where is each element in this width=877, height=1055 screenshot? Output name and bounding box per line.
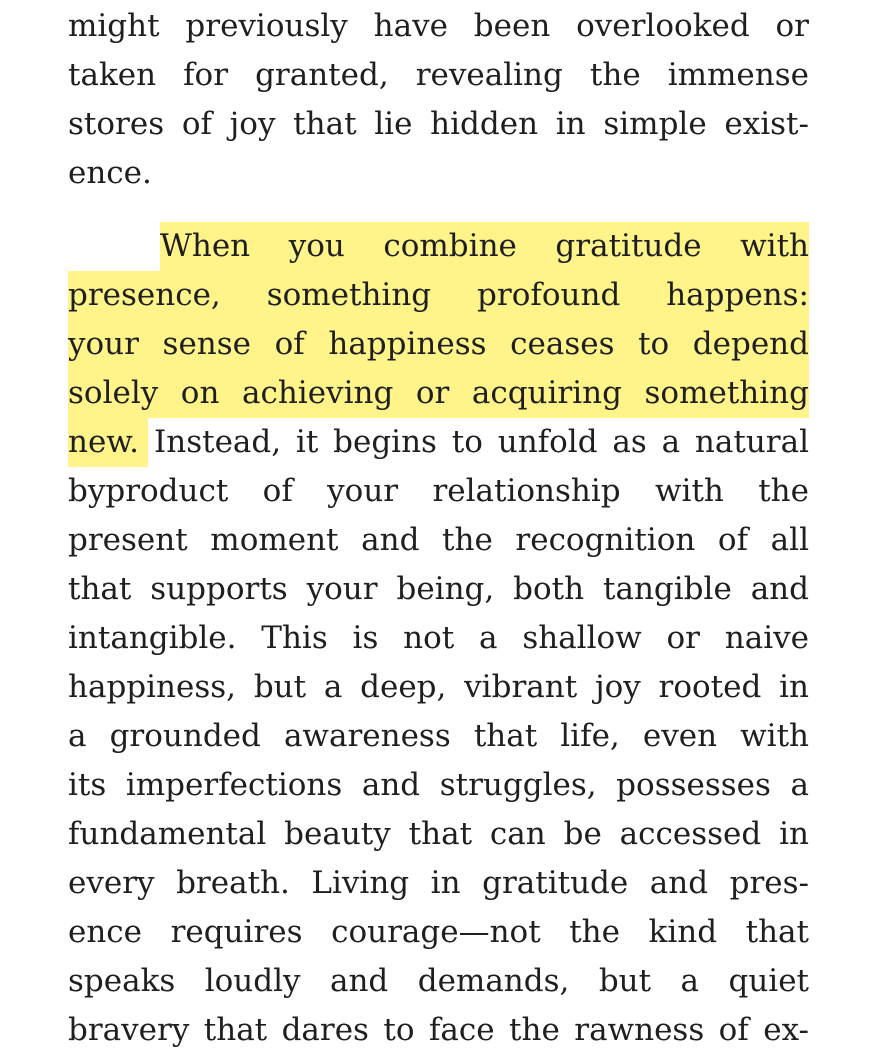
- highlighted-text[interactable]: solely on achieving or acquiring something: [68, 369, 809, 418]
- highlighted-text[interactable]: presence, something profound happens:: [68, 271, 809, 320]
- text-line: [68, 810, 809, 859]
- text-line: [68, 663, 809, 712]
- highlighted-text[interactable]: When you combine gratitude with: [160, 222, 809, 271]
- highlighted-text[interactable]: your sense of happiness ceases to depend: [68, 320, 809, 369]
- text-line: [68, 467, 809, 516]
- text-line-content: taken for granted, revealing the immense: [68, 57, 809, 93]
- text-line-content: might previously have been overlooked or: [68, 8, 809, 44]
- text-line-content: ence requires courage—not the kind that: [68, 914, 809, 950]
- text-line: [68, 908, 809, 957]
- text-line: [68, 2, 809, 51]
- text-line-content: its imperfections and struggles, possesses a: [68, 767, 809, 803]
- highlighted-text[interactable]: new.: [68, 418, 148, 467]
- highlighted-line[interactable]: [68, 271, 809, 320]
- highlighted-line[interactable]: [68, 222, 809, 271]
- text-line-content: ence.: [68, 155, 152, 191]
- text-line: [68, 149, 152, 198]
- text-line-content: present moment and the recognition of all: [68, 522, 809, 558]
- text-line: [68, 712, 809, 761]
- text-line-content: a grounded awareness that life, even with: [68, 718, 809, 754]
- text-line: [68, 51, 809, 100]
- text-line: [68, 761, 809, 810]
- highlighted-line[interactable]: [68, 320, 809, 369]
- text-line: [68, 418, 809, 467]
- text-line: [68, 565, 809, 614]
- text-line-content: fundamental beauty that can be accessed in: [68, 816, 809, 852]
- text-line-content: every breath. Living in gratitude and pres-: [68, 865, 809, 901]
- highlighted-line[interactable]: [68, 369, 809, 418]
- text-line-content: speaks loudly and demands, but a quiet: [68, 963, 809, 999]
- text-line: [68, 614, 809, 663]
- text-line-content: intangible. This is not a shallow or naive: [68, 620, 809, 656]
- text-line-content: that supports your being, both tangible and: [68, 571, 809, 607]
- text-line-cut-off: [68, 1006, 809, 1055]
- text-line-content: Instead, it begins to unfold as a natural: [154, 424, 809, 460]
- text-line: [68, 100, 809, 149]
- text-line: [68, 516, 809, 565]
- text-line-content: happiness, but a deep, vibrant joy rooted in: [68, 669, 809, 705]
- text-line-content: byproduct of your relationship with the: [68, 473, 809, 509]
- text-line-content: stores of joy that lie hidden in simple exist-: [68, 106, 809, 142]
- text-line-content: bravery that dares to face the rawness of ex-: [68, 1012, 809, 1048]
- text-line: [68, 957, 809, 1006]
- text-line: [68, 859, 809, 908]
